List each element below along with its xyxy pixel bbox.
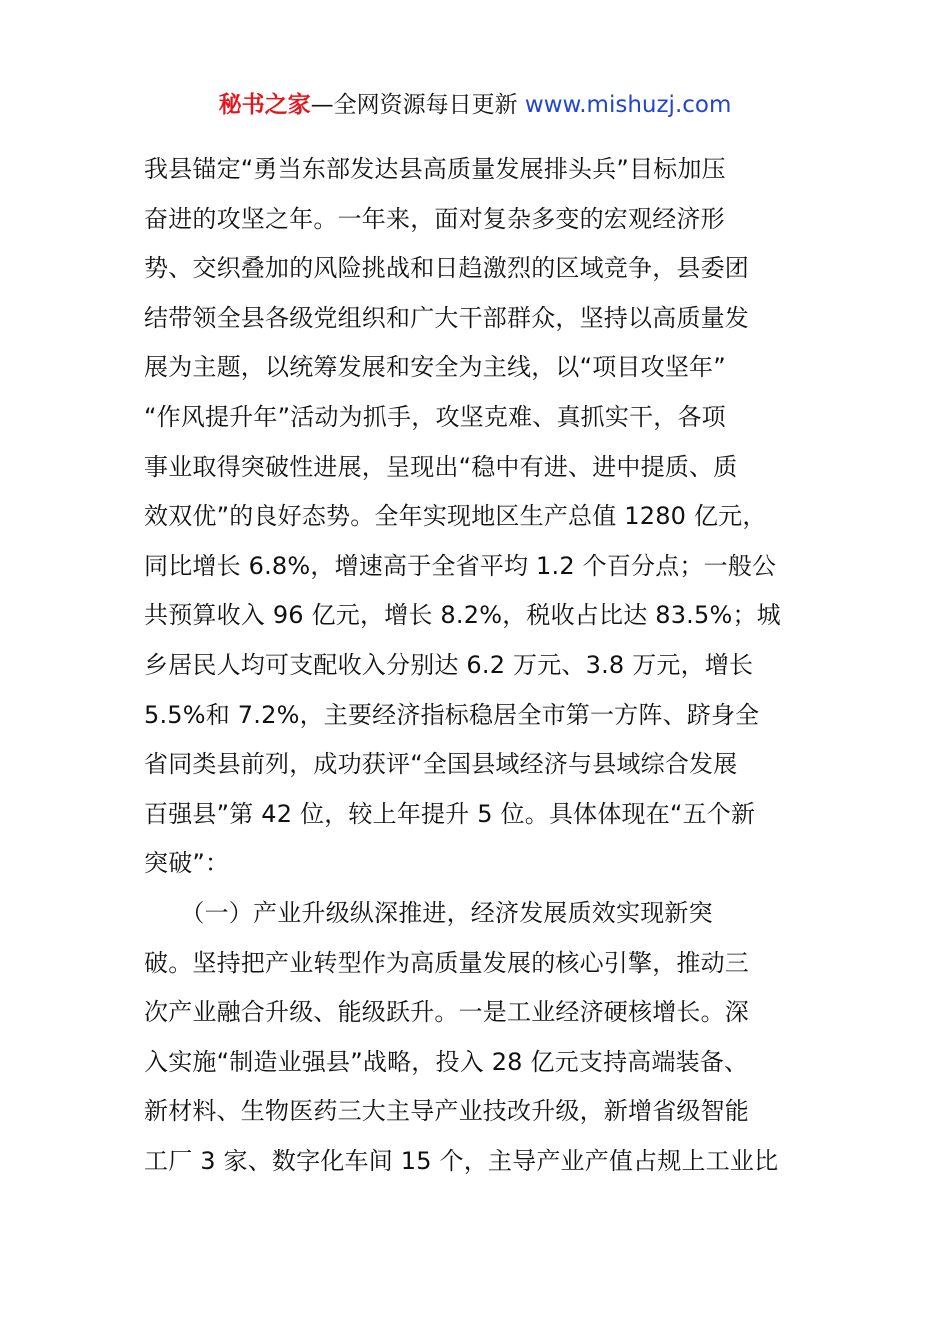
text-line: 我县锚定“勇当东部发达县高质量发展排头兵”目标加压 bbox=[144, 155, 726, 183]
text-line: 突破”： bbox=[144, 849, 230, 878]
header-tagline: —全网资源每日更新 bbox=[310, 92, 525, 118]
header-url[interactable]: www.mishuzj.com bbox=[524, 92, 732, 118]
text-line: 势、交织叠加的风险挑战和日趋激烈的区域竞争，县委团 bbox=[144, 254, 749, 283]
text-line: “作风提升年”活动为抓手，攻坚克难、真抓实干，各项 bbox=[144, 402, 726, 431]
page-header bbox=[0, 88, 950, 122]
section-heading-line: （一）产业升级纵深推进，经济发展质效实现新突 bbox=[144, 898, 713, 927]
text-line: 次产业融合升级、能级跃升。一是工业经济硬核增长。深 bbox=[144, 998, 749, 1027]
text-line: 共预算收入 96 亿元，增长 8.2%，税收占比达 83.5%；城 bbox=[144, 601, 781, 630]
text-line: 同比增长 6.8%，增速高于全省平均 1.2 个百分点；一般公 bbox=[144, 551, 777, 580]
text-line: 效双优”的良好态势。全年实现地区生产总值 1280 亿元， bbox=[144, 502, 767, 531]
text-line: 新材料、生物医药三大主导产业技改升级，新增省级智能 bbox=[144, 1097, 749, 1126]
text-line: 百强县”第 42 位，较上年提升 5 位。具体体现在“五个新 bbox=[144, 799, 756, 828]
text-line: 入实施“制造业强县”战略，投入 28 亿元支持高端装备、 bbox=[144, 1047, 749, 1076]
text-line: 结带领全县各级党组织和广大干部群众，坚持以高质量发 bbox=[144, 303, 749, 332]
text-line: 事业取得突破性进展，呈现出“稳中有进、进中提质、质 bbox=[144, 452, 738, 481]
text-line: 展为主题，以统筹发展和安全为主线，以“项目攻坚年” bbox=[144, 353, 726, 382]
brand-name: 秘书之家 bbox=[218, 92, 311, 118]
text-line: 省同类县前列，成功获评“全国县域经济与县域综合发展 bbox=[144, 750, 738, 779]
text-line: 乡居民人均可支配收入分别达 6.2 万元、3.8 万元，增长 bbox=[144, 650, 754, 679]
text-line: 工厂 3 家、数字化车间 15 个，主导产业产值占规上工业比 bbox=[144, 1146, 779, 1175]
text-line: 奋进的攻坚之年。一年来，面对复杂多变的宏观经济形 bbox=[144, 204, 725, 233]
document-body bbox=[144, 145, 816, 1186]
text-line: 破。坚持把产业转型作为高质量发展的核心引擎，推动三 bbox=[144, 948, 749, 977]
text-line: 5.5%和 7.2%，主要经济指标稳居全市第一方阵、跻身全 bbox=[144, 700, 760, 729]
